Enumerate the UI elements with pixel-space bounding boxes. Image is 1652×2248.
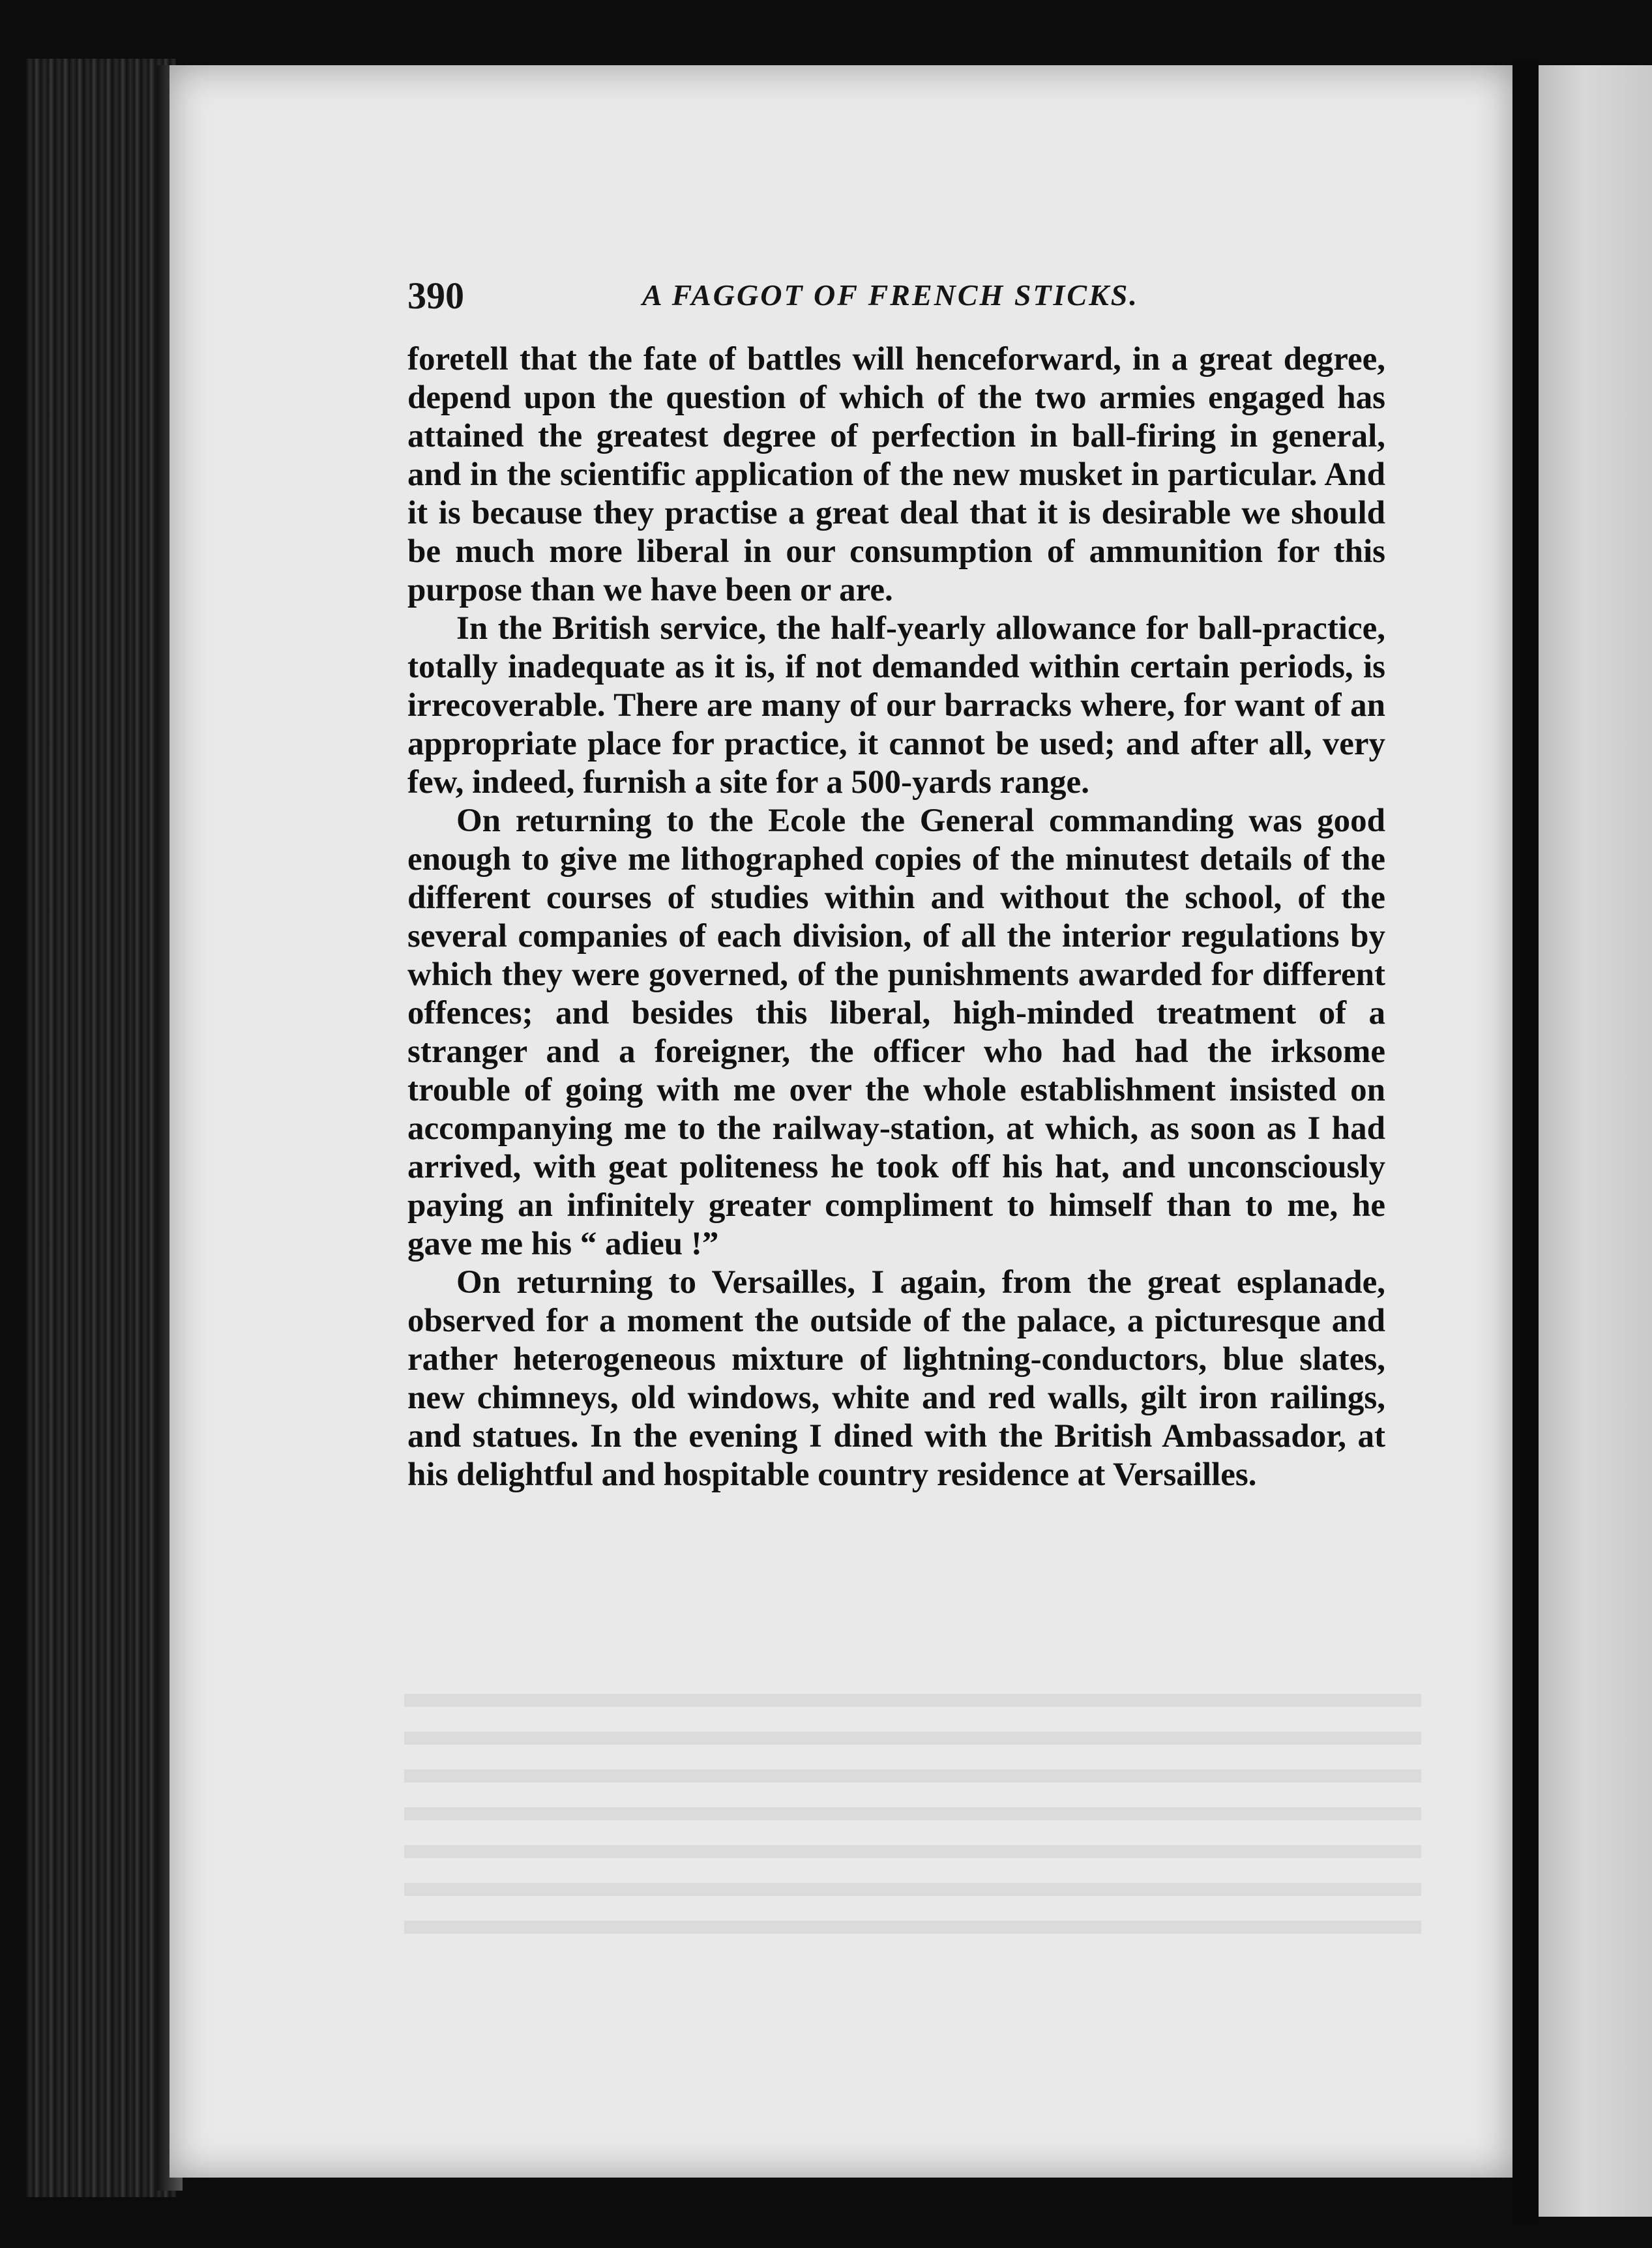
page-number: 390 xyxy=(407,274,464,317)
paragraph: On returning to the Ecole the General commanding was good enough to give me lithographed copies of the minutest details of the different courses of studies within and without the school, of the several companies of each division, of all the interior regulations by which they were governed, of the punishments awarded for different offences; and besides this liberal, high-minded treatment of a stranger and a foreigner, the officer who had had the irksome trouble of going with me over the whole establishment insisted on accompanying me to the railway-station, at which, as soon as I had arrived, with geat politeness he took off his hat, and unconsciously paying an infinitely greater compliment to himself than to me, he gave me his “ adieu !” xyxy=(407,803,1385,1262)
paragraph: foretell that the fate of battles will henceforward, in a great degree, depend upon the question of which of the two armies engaged has attained the greatest degree of perfection in ball-firing in general, and in the scientific application of the new musket in particular. And it is because they practise a great deal that it is desirable we should be much more liberal in our consumption of ammunition for this purpose than we have been or are. xyxy=(407,341,1385,608)
paragraph: On returning to Versailles, I again, from the great esplanade, observed for a moment the outside of the palace, a picturesque and rather heterogeneous mixture of lightning-conductors, blue slates, new chimneys, old windows, white and red walls, gilt iron railings, and statues. In the evening I dined with the British Ambassador, at his delightful and hospitable country residence at Versailles. xyxy=(407,1264,1385,1493)
page-header xyxy=(407,274,1255,326)
page-gap xyxy=(1512,59,1539,2223)
show-through-text xyxy=(404,1669,1421,1956)
book-spine xyxy=(26,59,176,2197)
adjacent-page-edge xyxy=(1539,65,1652,2217)
body-text xyxy=(407,340,1385,1494)
running-head: A FAGGOT OF FRENCH STICKS. xyxy=(642,278,1139,312)
paragraph: In the British service, the half-yearly allowance for ball-practice, totally inadequate as it is, if not demanded within certain periods, is irrecoverable. There are many of our barracks where, for want of an appropriate place for practice, it cannot be used; and after all, very few, indeed, furnish a site for a 500-yards range. xyxy=(407,610,1385,801)
